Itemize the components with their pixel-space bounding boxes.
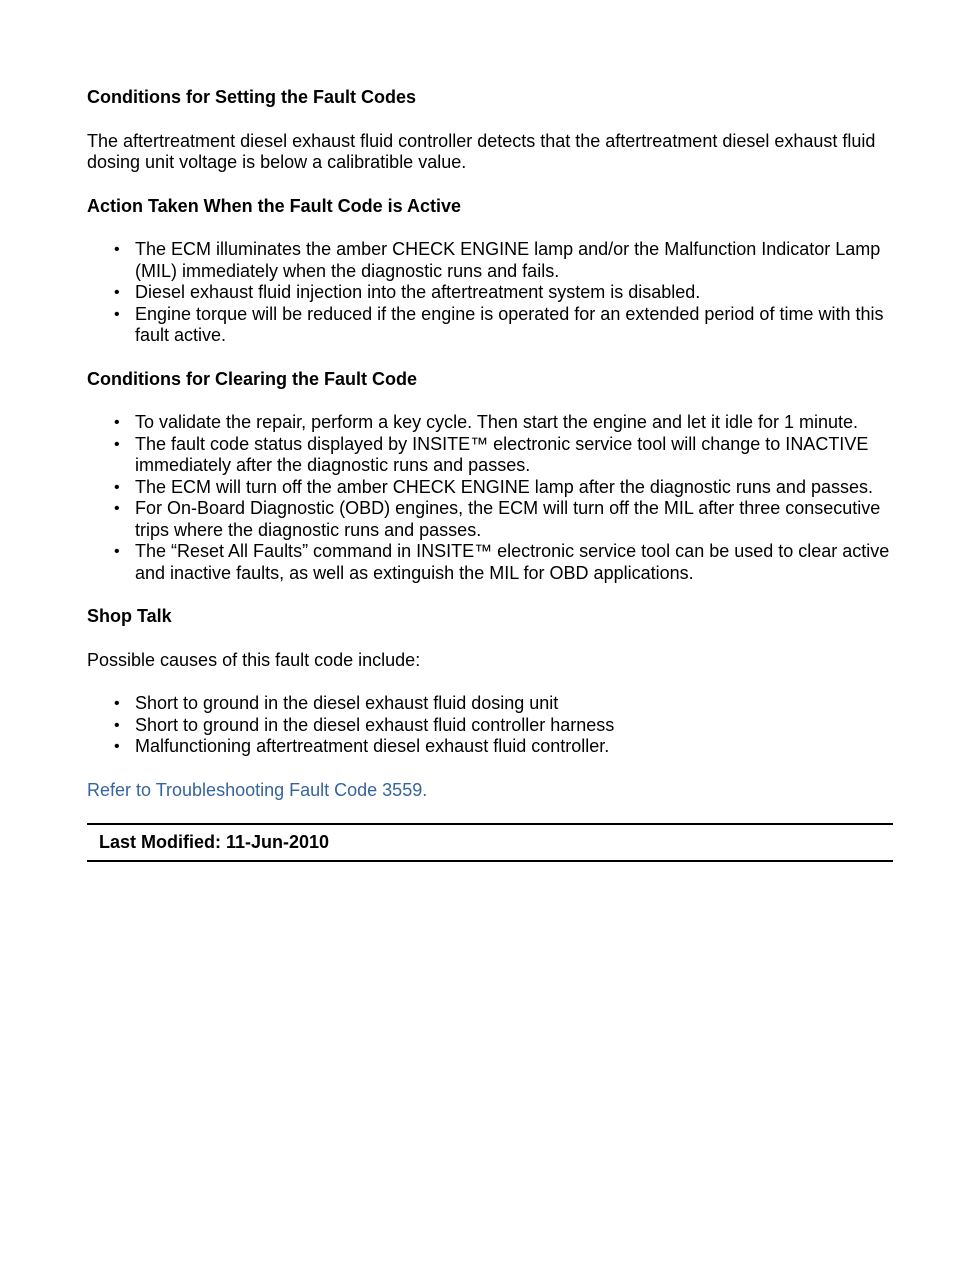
action-list [87,239,893,347]
last-modified: Last Modified: 11-Jun-2010 [99,832,330,852]
list-item: • The fault code status displayed by INSITE™ electronic service tool will change to INACTIVE immediately after the diagnostic runs and passes. [87,434,893,477]
list-item: • Diesel exhaust fluid injection into the aftertreatment system is disabled. [87,282,893,304]
list-item: • Short to ground in the diesel exhaust fluid controller harness [87,715,893,737]
troubleshooting-link[interactable]: Refer to Troubleshooting Fault Code 3559. [87,779,428,800]
shop-talk-intro: Possible causes of this fault code include: [87,649,421,670]
clearing-list [87,412,893,584]
list-item: • For On-Board Diagnostic (OBD) engines, the ECM will turn off the MIL after three consecutive trips where the diagnostic runs and passes. [87,498,893,541]
list-item: • Engine torque will be reduced if the engine is operated for an extended period of time with this fault active. [87,304,893,347]
action-heading: Action Taken When the Fault Code is Active [87,195,462,216]
list-item: • The ECM will turn off the amber CHECK ENGINE lamp after the diagnostic runs and passes. [87,477,893,499]
shop-talk-heading: Shop Talk [87,606,172,626]
list-item: • Short to ground in the diesel exhaust fluid dosing unit [87,693,893,715]
causes-list [87,693,893,758]
setting-text: The aftertreatment diesel exhaust fluid controller detects that the aftertreatment diesel exhaust fluid dosing unit voltage is below a calibratible value. [87,130,876,172]
document-page [87,87,893,862]
list-item: • The ECM illuminates the amber CHECK ENGINE lamp and/or the Malfunction Indicator Lamp (MIL) immediately when the diagnostic runs and fails. [87,239,893,282]
list-item: • To validate the repair, perform a key cycle. Then start the engine and let it idle for 1 minute. [87,412,893,434]
setting-heading: Conditions for Setting the Fault Codes [87,87,416,107]
clearing-heading: Conditions for Clearing the Fault Code [87,368,417,389]
footer-bar [87,823,893,862]
list-item: • Malfunctioning aftertreatment diesel exhaust fluid controller. [87,736,893,758]
list-item: • The “Reset All Faults” command in INSITE™ electronic service tool can be used to clear active and inactive faults, as well as extinguish the MIL for OBD applications. [87,541,893,584]
